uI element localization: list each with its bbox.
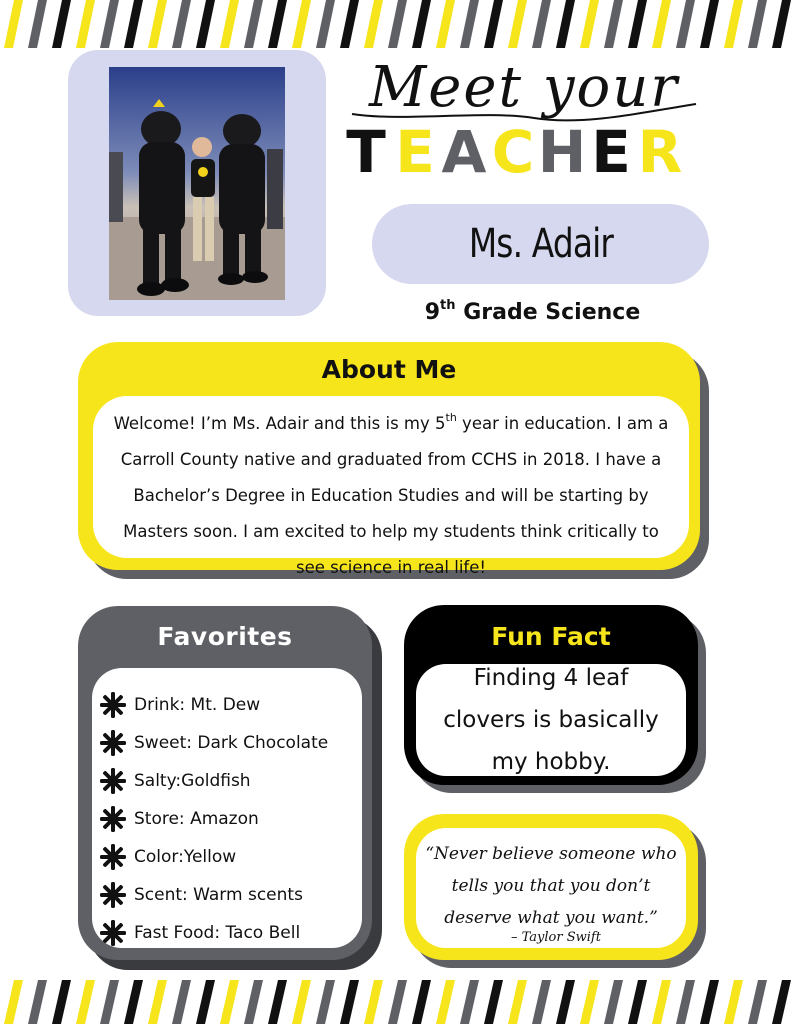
favorites-title: Favorites <box>157 622 293 651</box>
stripe <box>580 980 599 1024</box>
stripe <box>436 0 455 48</box>
stripe <box>268 980 287 1024</box>
stripe <box>508 980 527 1024</box>
stripe <box>700 0 719 48</box>
stripe <box>364 0 383 48</box>
stripe <box>340 980 359 1024</box>
fun-fact-text: Finding 4 leaf clovers is basically my hobby. <box>416 664 686 776</box>
stripe <box>748 980 767 1024</box>
stripe <box>100 980 119 1024</box>
stripe <box>508 0 527 48</box>
stripe <box>532 980 551 1024</box>
asterisk-icon <box>98 804 128 834</box>
stripe <box>484 980 503 1024</box>
stripe <box>244 980 263 1024</box>
title-letter: R <box>637 118 683 180</box>
favorites-list <box>98 686 328 952</box>
stripe <box>772 980 791 1024</box>
quote-text: “Never believe someone who tells you that you don’t deserve what you want.” <box>416 828 686 948</box>
stripe <box>292 0 311 48</box>
asterisk-icon <box>98 728 128 758</box>
fun-fact-title: Fun Fact <box>491 622 611 651</box>
stripe <box>532 0 551 48</box>
stripe <box>76 980 95 1024</box>
stripe <box>628 980 647 1024</box>
favorite-label: Salty:Goldfish <box>134 771 251 791</box>
title-letter: E <box>591 118 631 180</box>
teacher-title <box>344 118 704 180</box>
stripe <box>28 0 47 48</box>
stripe <box>700 980 719 1024</box>
asterisk-icon <box>98 918 128 948</box>
favorite-label: Sweet: Dark Chocolate <box>134 733 329 753</box>
asterisk-icon <box>98 766 128 796</box>
stripe <box>292 980 311 1024</box>
stripe <box>652 980 671 1024</box>
stripe <box>124 980 143 1024</box>
stripe <box>220 980 239 1024</box>
favorite-label: Store: Amazon <box>134 809 259 829</box>
stripe <box>148 0 167 48</box>
stripe <box>772 0 791 48</box>
stripe <box>604 0 623 48</box>
stripe <box>460 980 479 1024</box>
favorite-label: Fast Food: Taco Bell <box>134 923 301 943</box>
stripe <box>556 980 575 1024</box>
stripe <box>412 0 431 48</box>
favorite-item <box>98 800 328 838</box>
favorite-item <box>98 914 328 952</box>
favorite-label: Color:Yellow <box>134 847 237 867</box>
stripe <box>76 0 95 48</box>
stripe <box>196 0 215 48</box>
stripe <box>172 0 191 48</box>
stripe <box>4 0 23 48</box>
stripe <box>604 980 623 1024</box>
stripe <box>676 980 695 1024</box>
top-stripe-border <box>0 0 791 48</box>
stripe <box>220 0 239 48</box>
favorite-item <box>98 876 328 914</box>
stripe <box>484 0 503 48</box>
stripe <box>244 0 263 48</box>
stripe <box>52 0 71 48</box>
stripe <box>388 0 407 48</box>
stripe <box>652 0 671 48</box>
stripe <box>268 0 287 48</box>
stripe <box>628 0 647 48</box>
stripe <box>28 980 47 1024</box>
favorite-item <box>98 686 328 724</box>
stripe <box>556 0 575 48</box>
grade-subject: 9th Grade Science <box>424 298 641 325</box>
stripe <box>148 980 167 1024</box>
title-letter: C <box>491 118 535 180</box>
name-pill <box>372 204 709 284</box>
stripe <box>52 980 71 1024</box>
bottom-stripe-border <box>0 980 791 1024</box>
stripe <box>340 0 359 48</box>
favorite-item <box>98 838 328 876</box>
teacher-photo <box>109 67 285 300</box>
stripe <box>724 980 743 1024</box>
stripe <box>316 980 335 1024</box>
stripe <box>412 980 431 1024</box>
stripe <box>364 980 383 1024</box>
quote-author: – Taylor Swift <box>511 930 601 945</box>
stripe <box>724 0 743 48</box>
stripe <box>436 980 455 1024</box>
stripe <box>124 0 143 48</box>
favorite-label: Drink: Mt. Dew <box>134 695 261 715</box>
stripe <box>316 0 335 48</box>
about-title: About Me <box>321 355 457 384</box>
stripe <box>748 0 767 48</box>
asterisk-icon <box>98 880 128 910</box>
title-letter: A <box>441 118 487 180</box>
stripe <box>676 0 695 48</box>
title-letter: E <box>395 118 435 180</box>
asterisk-icon <box>98 842 128 872</box>
stripe <box>4 980 23 1024</box>
title-letter: H <box>537 118 587 180</box>
stripe <box>388 980 407 1024</box>
teacher-name: Ms. Adair <box>468 221 613 267</box>
favorite-label: Scent: Warm scents <box>134 885 303 905</box>
stripe <box>580 0 599 48</box>
title-letter: T <box>346 118 386 180</box>
about-text: Welcome! I’m Ms. Adair and this is my 5th year in education. I am a Carroll County native and graduated from CCHS in 2018. I have a Bachelor’s Degree in Education Studies and will be starting by Masters soon. I am excited to help my students think critically to see science in real life! <box>93 396 689 558</box>
stripe <box>100 0 119 48</box>
stripe <box>172 980 191 1024</box>
stripe <box>460 0 479 48</box>
stripe <box>196 980 215 1024</box>
asterisk-icon <box>98 690 128 720</box>
svg-text:Meet your: Meet your <box>368 55 680 120</box>
favorite-item <box>98 724 328 762</box>
favorite-item <box>98 762 328 800</box>
